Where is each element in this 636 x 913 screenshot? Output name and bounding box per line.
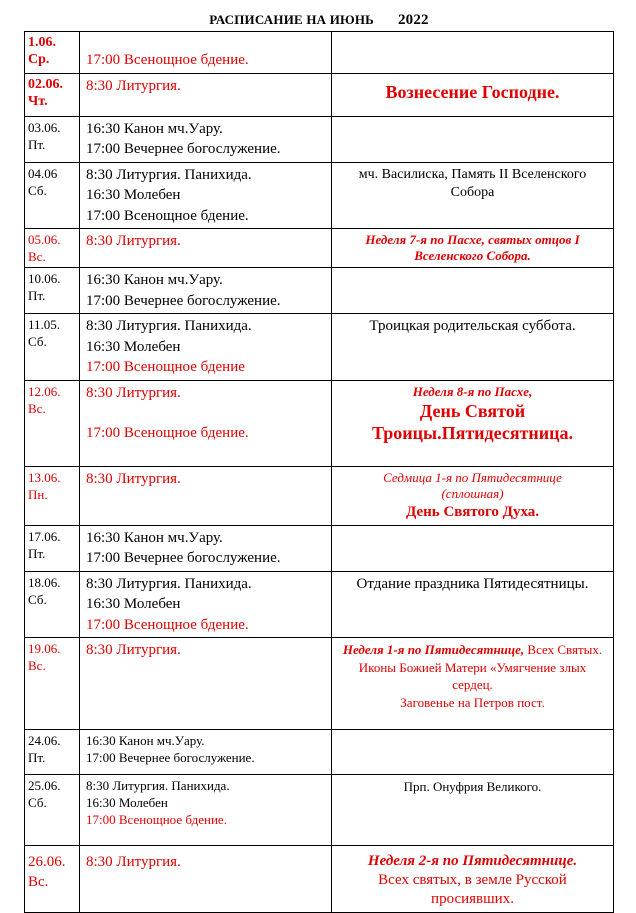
note-cell: Седмица 1-я по Пятидесятнице (сплошная) День Святого Духа. xyxy=(332,466,614,525)
table-row xyxy=(25,775,614,846)
date-cell: 04.06 Сб. xyxy=(25,162,80,229)
service-cell: 8:30 Литургия. Панихида. 16:30 Молебен 17:00 Всенощное бдение. xyxy=(80,571,332,638)
note-cell: Прп. Онуфрия Великого. xyxy=(332,775,614,846)
date-cell: 19.06. Вс. xyxy=(25,638,80,730)
date-cell: 24.06. Пт. xyxy=(25,730,80,775)
table-row xyxy=(25,162,614,229)
date-cell: 26.06. Вс. xyxy=(25,846,80,913)
year: 2022 xyxy=(397,12,429,28)
service-cell: 8:30 Литургия. Панихида. 16:30 Молебен 17:00 Всенощное бдение xyxy=(80,314,332,381)
title-row xyxy=(25,9,614,31)
date-cell: 10.06. Пт. xyxy=(25,268,80,314)
service-cell: 17:00 Всенощное бдение. xyxy=(80,31,332,73)
table-row xyxy=(25,571,614,638)
date-cell: 12.06. Вс. xyxy=(25,380,80,466)
note-cell: Троицкая родительская суббота. xyxy=(332,314,614,381)
service-cell: 16:30 Канон мч.Уару. 17:00 Вечернее богослужение. xyxy=(80,268,332,314)
note-cell xyxy=(332,525,614,571)
table-row xyxy=(25,268,614,314)
service-cell: 8:30 Литургия. 17:00 Всенощное бдение. xyxy=(80,380,332,466)
service-cell: 16:30 Канон мч.Уару. 17:00 Вечернее богослужение. xyxy=(80,525,332,571)
date-cell: 25.06. Сб. xyxy=(25,775,80,846)
table-row xyxy=(25,466,614,525)
table-row xyxy=(25,525,614,571)
table-row xyxy=(25,380,614,466)
note-cell: Неделя 7-я по Пасхе, святых отцов I Вселенского Собора. xyxy=(332,229,614,268)
service-cell: 8:30 Литургия. Панихида. 16:30 Молебен 17:00 Всенощное бдение. xyxy=(80,162,332,229)
service-cell: 8:30 Литургия. Панихида. 16:30 Молебен 17:00 Всенощное бдение. xyxy=(80,775,332,846)
table-row xyxy=(25,638,614,730)
service-cell: 8:30 Литургия. xyxy=(80,73,332,116)
note-cell: Неделя 2-я по Пятидесятнице. Всех святых, в земле Русской просиявших. xyxy=(332,846,614,913)
note-cell: Отдание праздника Пятидесятницы. xyxy=(332,571,614,638)
note-cell: Неделя 1-я по Пятидесятнице, Всех Святых. Иконы Божией Матери «Умягчение злых сердец. Заговенье на Петров пост. xyxy=(332,638,614,730)
table-row xyxy=(25,730,614,775)
note-cell xyxy=(332,730,614,775)
date-cell: 1.06. Ср. xyxy=(25,31,80,73)
service-cell: 8:30 Литургия. xyxy=(80,846,332,913)
note-cell xyxy=(332,116,614,162)
schedule-table xyxy=(24,9,614,913)
note-cell xyxy=(332,268,614,314)
service-cell: 8:30 Литургия. xyxy=(80,638,332,730)
table-row xyxy=(25,314,614,381)
table-row xyxy=(25,116,614,162)
service-cell: 8:30 Литургия. xyxy=(80,229,332,268)
date-cell: 03.06. Пт. xyxy=(25,116,80,162)
note-cell: Вознесение Господне. xyxy=(332,73,614,116)
service-cell: 16:30 Канон мч.Уару. 17:00 Вечернее богослужение. xyxy=(80,730,332,775)
date-cell: 11.05. Сб. xyxy=(25,314,80,381)
table-row xyxy=(25,846,614,913)
page-title: РАСПИСАНИЕ НА ИЮНЬ 2022 xyxy=(209,12,429,28)
date-cell: 13.06. Пн. xyxy=(25,466,80,525)
note-cell: Неделя 8-я по Пасхе, День Святой Троицы.Пятидесятница. xyxy=(332,380,614,466)
date-cell: 17.06. Пт. xyxy=(25,525,80,571)
date-cell: 05.06. Вс. xyxy=(25,229,80,268)
table-row xyxy=(25,73,614,116)
service-cell: 16:30 Канон мч.Уару. 17:00 Вечернее богослужение. xyxy=(80,116,332,162)
table-row xyxy=(25,229,614,268)
date-cell: 02.06. Чт. xyxy=(25,73,80,116)
service-cell: 8:30 Литургия. xyxy=(80,466,332,525)
note-cell: мч. Василиска, Память II Вселенского Собора xyxy=(332,162,614,229)
date-cell: 18.06. Сб. xyxy=(25,571,80,638)
table-row xyxy=(25,31,614,73)
note-cell xyxy=(332,31,614,73)
